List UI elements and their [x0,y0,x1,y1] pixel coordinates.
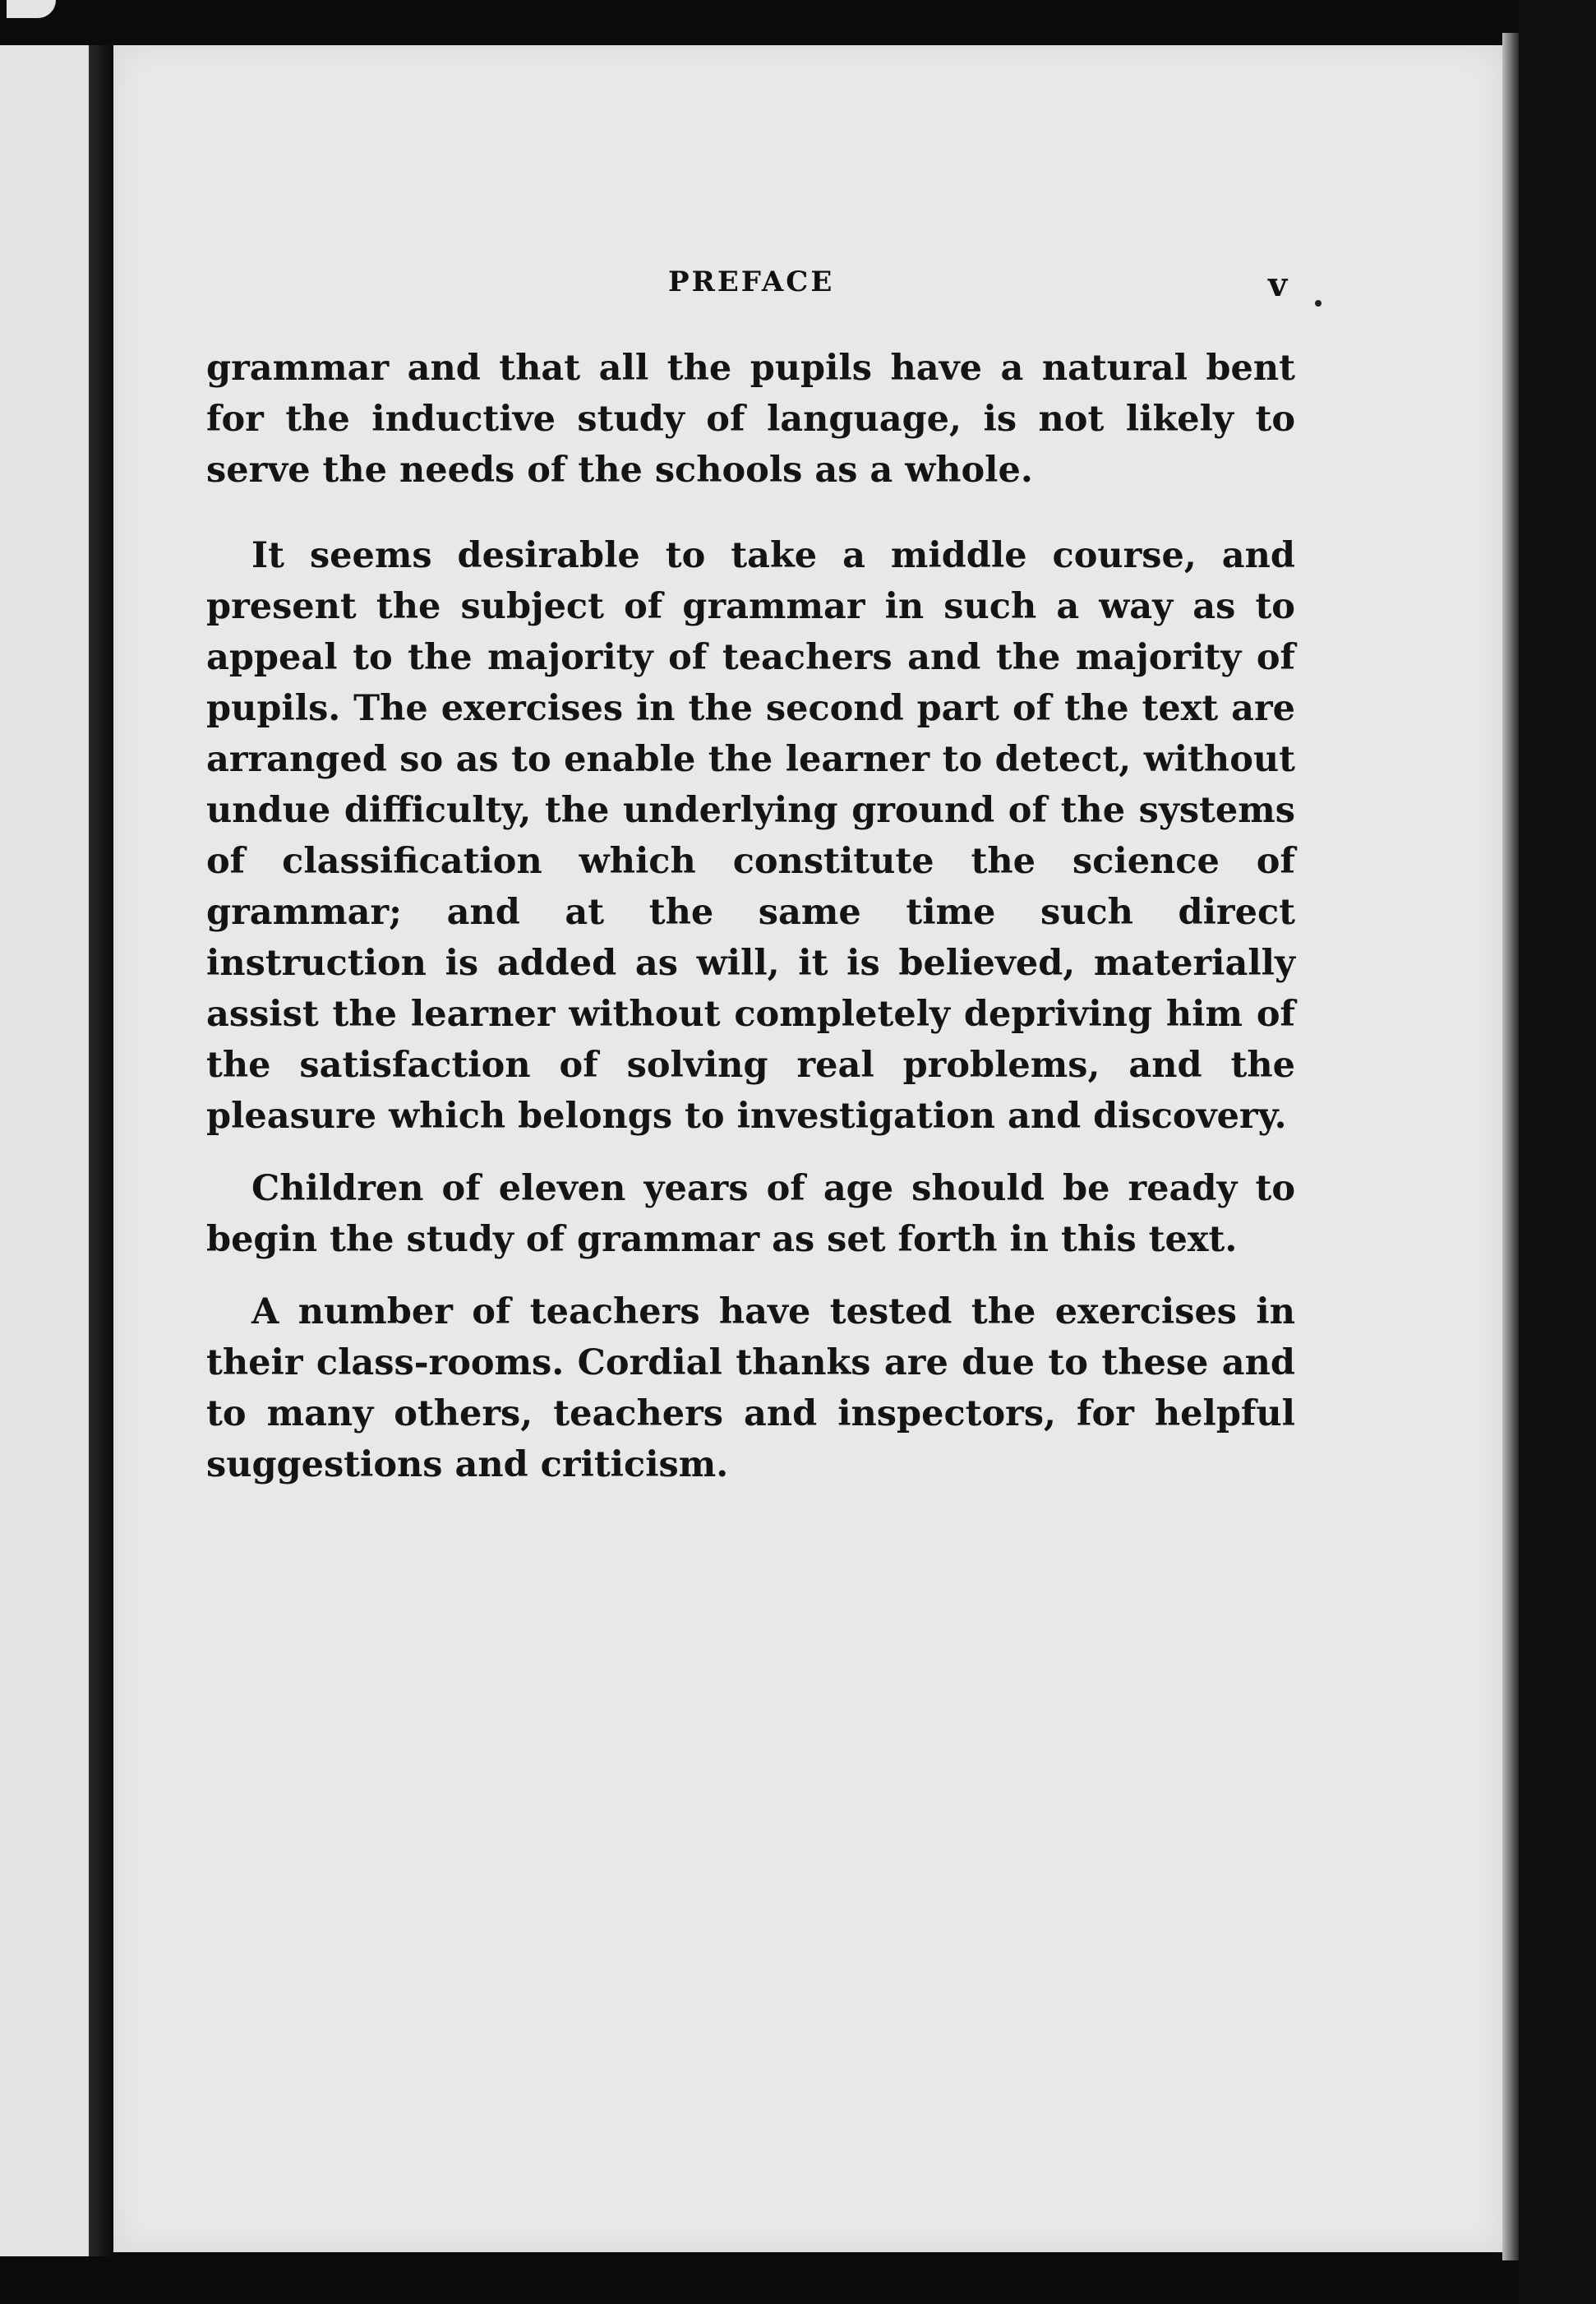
paragraph: Children of eleven years of age should be ready to begin the study of grammar as set forth in this text. [206,1168,1295,1260]
running-head [113,265,1502,315]
ink-speck [1315,300,1322,307]
running-title: PREFACE [668,265,835,298]
page-number: v [1268,265,1288,304]
page-edge-shadow [1502,33,1519,2260]
previous-page-edge [0,45,89,2256]
book-page [113,45,1502,2252]
paragraph: A number of teachers have tested the exercises in their class-rooms. Cordial thanks are due to these and to many others, teachers and inspectors, for helpful suggestions and criticism. [206,1291,1295,1485]
book-gutter [89,45,113,2256]
scan-artifact [7,0,56,18]
scan-border-right [1519,0,1596,2304]
paragraph-continuation: grammar and that all the pupils have a natural bent for the inductive study of language, is not likely to serve the needs of the schools as a whole. [206,348,1295,491]
scan-border-top-left [0,0,90,45]
paragraph: It seems desirable to take a middle course, and present the subject of grammar in such a way as to appeal to the majority of teachers and the majority of pupils. The exercises in the second part of the text are arranged so as to enable the learner to detect, without undue difficulty, the underlying ground of the systems of classification which constitute the science of grammar; and at the same time such direct instruction is added as will, it is believed, materially assist the learner without completely depriving him of the satisfaction of solving real problems, and the pleasure which belongs to investigation and discovery. [206,535,1295,1137]
body-text [206,343,1295,1490]
